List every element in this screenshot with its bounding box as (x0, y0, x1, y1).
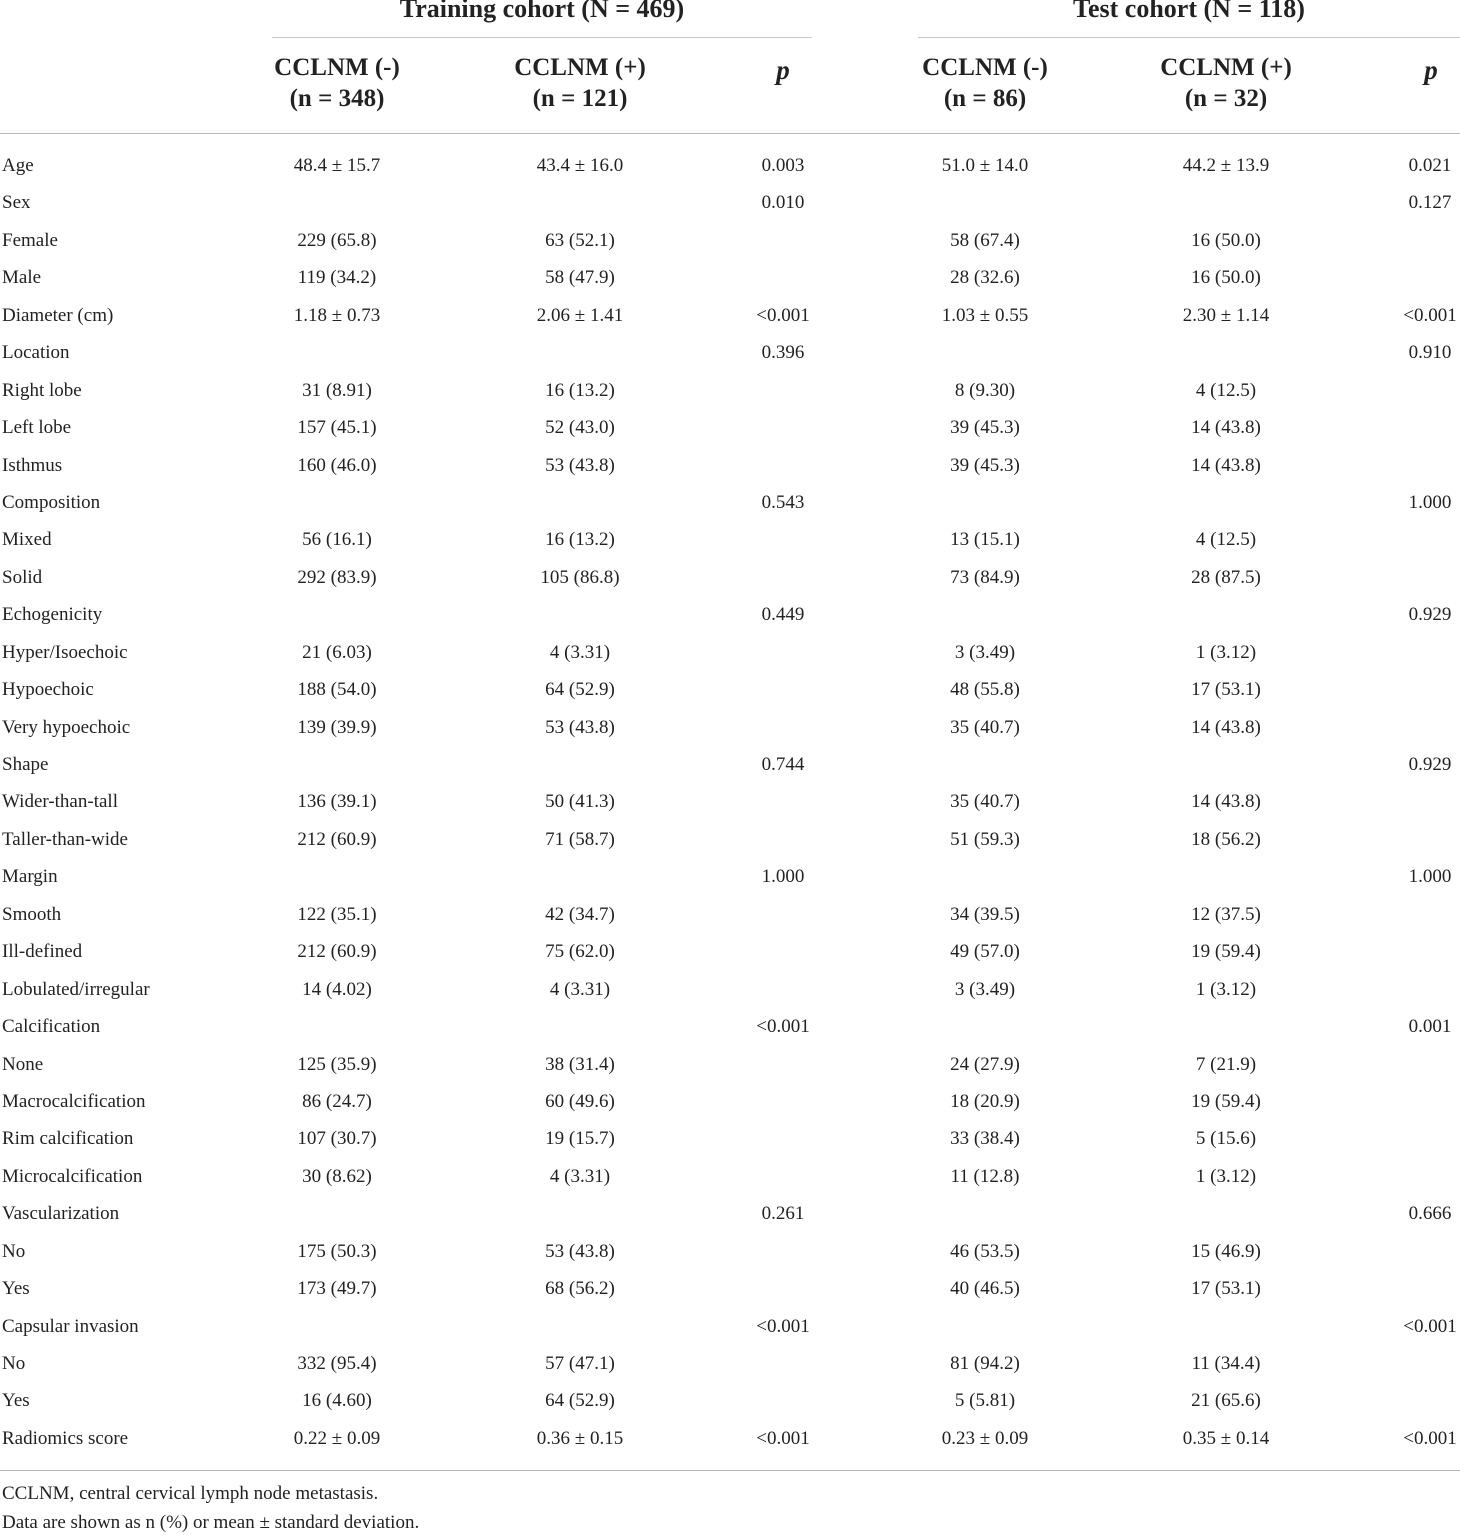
row-label: Hypoechoic (2, 679, 94, 701)
table-row (0, 484, 1460, 521)
row-label: Mixed (2, 529, 52, 551)
training-negative-cell: 21 (6.03) (302, 641, 372, 663)
test-positive-cell: 16 (50.0) (1191, 267, 1261, 289)
table-row (0, 1270, 1460, 1307)
test-negative-cell: 33 (38.4) (950, 1128, 1020, 1150)
test-positive-cell: 28 (87.5) (1191, 566, 1261, 588)
test-negative-cell: 3 (3.49) (954, 641, 1016, 663)
row-label: Vascularization (2, 1203, 120, 1225)
row-label: Echogenicity (2, 604, 103, 626)
row-label: Wider-than-tall (2, 791, 118, 813)
test-cohort-header: Test cohort (N = 118) (1073, 0, 1305, 23)
test-positive-cell: 12 (37.5) (1191, 903, 1261, 925)
training-positive-cell: 16 (13.2) (545, 379, 615, 401)
row-label: Macrocalcification (2, 1090, 146, 1112)
training-cohort-rule (272, 37, 812, 38)
test-negative-cell: 0.23 ± 0.09 (941, 1427, 1029, 1449)
row-label: Capsular invasion (2, 1315, 139, 1337)
row-label: Isthmus (2, 454, 63, 476)
training-positive-cell: 4 (3.31) (549, 978, 611, 1000)
test-p-value: 0.127 (1408, 192, 1452, 214)
training-p-value: 0.543 (761, 491, 805, 513)
test-negative-cell: 39 (45.3) (950, 417, 1020, 439)
test-positive-cell: 11 (34.4) (1191, 1353, 1261, 1374)
table-row (0, 1046, 1460, 1083)
test-positive-cell: 19 (59.4) (1191, 1090, 1261, 1112)
table-body (0, 147, 1460, 1457)
row-label: None (2, 1053, 44, 1075)
table-row (0, 634, 1460, 671)
table-row (0, 521, 1460, 558)
test-positive-cell: 15 (46.9) (1191, 1240, 1261, 1262)
table-row (0, 1382, 1460, 1419)
test-positive-cell: 0.35 ± 0.14 (1182, 1427, 1270, 1449)
col-header-training-negative (237, 52, 437, 114)
test-negative-cell: 51.0 ± 14.0 (941, 155, 1029, 176)
training-negative-cell: 157 (45.1) (297, 417, 377, 439)
test-cohort-rule (918, 37, 1460, 38)
col-header-label: CCLNM (-) (274, 54, 400, 81)
test-negative-cell: 34 (39.5) (950, 903, 1020, 925)
training-negative-cell: 125 (35.9) (297, 1053, 377, 1075)
test-negative-cell: 11 (12.8) (950, 1165, 1020, 1187)
test-negative-cell: 58 (67.4) (950, 229, 1020, 251)
test-positive-cell: 18 (56.2) (1191, 828, 1261, 850)
table-row (0, 1120, 1460, 1157)
test-p-value: 0.001 (1408, 1016, 1452, 1038)
test-negative-cell: 8 (9.30) (954, 379, 1016, 401)
test-p-value: <0.001 (1403, 1427, 1457, 1449)
row-label: Shape (2, 754, 49, 775)
row-label: Sex (2, 192, 31, 214)
test-positive-cell: 7 (21.9) (1195, 1053, 1257, 1075)
table-row (0, 971, 1460, 1008)
training-negative-cell: 139 (39.9) (297, 716, 377, 738)
table-row (0, 858, 1460, 895)
row-label: Female (2, 229, 58, 251)
test-p-value: <0.001 (1403, 1315, 1457, 1337)
training-positive-cell: 43.4 ± 16.0 (536, 155, 624, 176)
table-row (0, 1083, 1460, 1120)
table-row (0, 1420, 1460, 1457)
training-positive-cell: 68 (56.2) (545, 1278, 615, 1300)
footnote-data-format: Data are shown as n (%) or mean ± standard deviation. (2, 1512, 420, 1533)
training-positive-cell: 2.06 ± 1.41 (536, 304, 624, 326)
table-row (0, 184, 1460, 221)
test-positive-cell: 17 (53.1) (1191, 679, 1261, 701)
training-p-value: <0.001 (756, 1315, 810, 1337)
training-positive-cell: 53 (43.8) (545, 716, 615, 738)
training-negative-cell: 86 (24.7) (302, 1090, 372, 1112)
training-negative-cell: 31 (8.91) (302, 379, 372, 401)
test-positive-cell: 14 (43.8) (1191, 791, 1261, 813)
row-label: Diameter (cm) (2, 304, 114, 326)
row-label: No (2, 1353, 26, 1374)
training-positive-cell: 42 (34.7) (545, 903, 615, 925)
table-row (0, 334, 1460, 371)
training-positive-cell: 19 (15.7) (545, 1128, 615, 1150)
table-row (0, 297, 1460, 334)
test-negative-cell: 1.03 ± 0.55 (941, 304, 1029, 326)
test-p-value: 0.929 (1408, 604, 1452, 626)
table-row (0, 409, 1460, 446)
col-header-label: CCLNM (+) (514, 54, 646, 81)
row-label: Yes (2, 1278, 30, 1300)
table-bottom-rule (0, 1470, 1460, 1471)
training-positive-cell: 60 (49.6) (545, 1090, 615, 1112)
training-negative-cell: 0.22 ± 0.09 (293, 1427, 381, 1449)
table-row (0, 671, 1460, 708)
row-label: Ill-defined (2, 941, 83, 963)
test-positive-cell: 5 (15.6) (1195, 1128, 1257, 1150)
test-positive-cell: 44.2 ± 13.9 (1182, 155, 1270, 176)
training-positive-cell: 0.36 ± 0.15 (536, 1427, 624, 1449)
training-negative-cell: 136 (39.1) (297, 791, 377, 813)
test-positive-cell: 17 (53.1) (1191, 1278, 1261, 1300)
row-label: Hyper/Isoechoic (2, 641, 128, 663)
test-negative-cell: 3 (3.49) (954, 978, 1016, 1000)
training-positive-cell: 105 (86.8) (540, 566, 620, 588)
training-positive-cell: 64 (52.9) (545, 679, 615, 701)
training-p-value: 0.003 (761, 155, 805, 176)
row-label: Rim calcification (2, 1128, 134, 1150)
training-p-value: 1.000 (761, 866, 805, 888)
row-label: Age (2, 155, 34, 176)
row-label: Margin (2, 866, 58, 888)
table-row (0, 821, 1460, 858)
training-p-value: 0.449 (761, 604, 805, 626)
row-label: Yes (2, 1390, 30, 1412)
test-negative-cell: 49 (57.0) (950, 941, 1020, 963)
col-header-test-negative (885, 52, 1085, 114)
table-row (0, 259, 1460, 296)
test-negative-cell: 13 (15.1) (950, 529, 1020, 551)
table-row (0, 933, 1460, 970)
test-positive-cell: 1 (3.12) (1195, 1165, 1257, 1187)
test-p-value: 0.666 (1408, 1203, 1452, 1225)
training-negative-cell: 1.18 ± 0.73 (293, 304, 381, 326)
training-positive-cell: 38 (31.4) (545, 1053, 615, 1075)
training-negative-cell: 122 (35.1) (297, 903, 377, 925)
test-negative-cell: 81 (94.2) (950, 1353, 1020, 1374)
test-negative-cell: 40 (46.5) (950, 1278, 1020, 1300)
test-positive-cell: 14 (43.8) (1191, 454, 1261, 476)
test-p-value: <0.001 (1403, 304, 1457, 326)
training-p-value: <0.001 (756, 1016, 810, 1038)
training-negative-cell: 229 (65.8) (297, 229, 377, 251)
footnote-abbreviation: CCLNM, central cervical lymph node metastasis. (2, 1483, 379, 1504)
col-header-count: (n = 348) (289, 85, 385, 112)
row-label: Lobulated/irregular (2, 978, 150, 1000)
training-negative-cell: 119 (34.2) (297, 267, 377, 289)
test-positive-cell: 1 (3.12) (1195, 978, 1257, 1000)
test-positive-cell: 14 (43.8) (1191, 716, 1261, 738)
table-row (0, 559, 1460, 596)
col-header-training-p: p (776, 55, 790, 85)
training-positive-cell: 4 (3.31) (549, 1165, 611, 1187)
test-p-value: 1.000 (1408, 491, 1452, 513)
header-bottom-rule (0, 133, 1460, 134)
table-row (0, 1345, 1460, 1382)
row-label: Very hypoechoic (2, 716, 131, 738)
training-positive-cell: 52 (43.0) (545, 417, 615, 439)
training-positive-cell: 16 (13.2) (545, 529, 615, 551)
training-p-value: 0.396 (761, 342, 805, 364)
footnotes (2, 1479, 419, 1537)
test-p-value: 0.910 (1408, 342, 1452, 364)
table-row (0, 596, 1460, 633)
test-negative-cell: 35 (40.7) (950, 716, 1020, 738)
test-positive-cell: 4 (12.5) (1195, 529, 1257, 551)
training-negative-cell: 173 (49.7) (297, 1278, 377, 1300)
row-label: Right lobe (2, 379, 82, 401)
row-label: Microcalcification (2, 1165, 143, 1187)
training-negative-cell: 292 (83.9) (297, 566, 377, 588)
training-positive-cell: 53 (43.8) (545, 454, 615, 476)
training-cohort-header: Training cohort (N = 469) (399, 0, 685, 23)
test-p-value: 1.000 (1408, 866, 1452, 888)
row-label: Location (2, 342, 70, 364)
training-negative-cell: 16 (4.60) (302, 1390, 372, 1412)
col-header-training-positive (480, 52, 680, 114)
row-label: Left lobe (2, 417, 72, 439)
col-header-count: (n = 121) (532, 85, 628, 112)
test-p-value: 0.021 (1408, 155, 1452, 176)
training-positive-cell: 71 (58.7) (545, 828, 615, 850)
row-label: No (2, 1240, 26, 1262)
col-header-label: CCLNM (-) (922, 54, 1048, 81)
test-negative-cell: 73 (84.9) (950, 566, 1020, 588)
training-negative-cell: 160 (46.0) (297, 454, 377, 476)
training-positive-cell: 53 (43.8) (545, 1240, 615, 1262)
training-negative-cell: 14 (4.02) (302, 978, 372, 1000)
col-header-test-p: p (1424, 55, 1438, 85)
table-row (0, 896, 1460, 933)
test-negative-cell: 48 (55.8) (950, 679, 1020, 701)
test-positive-cell: 1 (3.12) (1195, 641, 1257, 663)
test-negative-cell: 5 (5.81) (954, 1390, 1016, 1412)
table-row (0, 1308, 1460, 1345)
training-negative-cell: 188 (54.0) (297, 679, 377, 701)
training-p-value: 0.010 (761, 192, 805, 214)
table-row (0, 147, 1460, 184)
test-positive-cell: 14 (43.8) (1191, 417, 1261, 439)
training-positive-cell: 58 (47.9) (545, 267, 615, 289)
table-row (0, 1233, 1460, 1270)
training-negative-cell: 332 (95.4) (297, 1353, 377, 1374)
col-header-test-positive (1126, 52, 1326, 114)
test-negative-cell: 35 (40.7) (950, 791, 1020, 813)
table-row (0, 709, 1460, 746)
row-label: Composition (2, 491, 101, 513)
training-negative-cell: 30 (8.62) (302, 1165, 372, 1187)
training-negative-cell: 175 (50.3) (297, 1240, 377, 1262)
training-positive-cell: 50 (41.3) (545, 791, 615, 813)
training-p-value: 0.744 (761, 754, 805, 775)
test-negative-cell: 39 (45.3) (950, 454, 1020, 476)
training-negative-cell: 107 (30.7) (297, 1128, 377, 1150)
training-negative-cell: 56 (16.1) (302, 529, 372, 551)
training-negative-cell: 212 (60.9) (297, 828, 377, 850)
col-header-count: (n = 32) (1184, 85, 1268, 112)
table-row (0, 372, 1460, 409)
test-p-value: 0.929 (1408, 754, 1452, 775)
table-row (0, 1195, 1460, 1232)
training-p-value: <0.001 (756, 304, 810, 326)
row-label: Taller-than-wide (2, 828, 128, 850)
test-negative-cell: 51 (59.3) (950, 828, 1020, 850)
test-positive-cell: 16 (50.0) (1191, 229, 1261, 251)
col-header-label: CCLNM (+) (1160, 54, 1292, 81)
test-negative-cell: 24 (27.9) (950, 1053, 1020, 1075)
training-negative-cell: 48.4 ± 15.7 (293, 155, 381, 176)
test-positive-cell: 2.30 ± 1.14 (1182, 304, 1270, 326)
table-row (0, 746, 1460, 783)
training-positive-cell: 63 (52.1) (545, 229, 615, 251)
row-label: Calcification (2, 1016, 101, 1038)
table-row (0, 447, 1460, 484)
training-positive-cell: 4 (3.31) (549, 641, 611, 663)
col-header-count: (n = 86) (943, 85, 1027, 112)
test-positive-cell: 4 (12.5) (1195, 379, 1257, 401)
table-row (0, 783, 1460, 820)
training-positive-cell: 75 (62.0) (545, 941, 615, 963)
training-negative-cell: 212 (60.9) (297, 941, 377, 963)
test-negative-cell: 46 (53.5) (950, 1240, 1020, 1262)
training-positive-cell: 64 (52.9) (545, 1390, 615, 1412)
row-label: Radiomics score (2, 1427, 129, 1449)
row-label: Male (2, 267, 42, 289)
training-p-value: <0.001 (756, 1427, 810, 1449)
table-row (0, 1158, 1460, 1195)
training-positive-cell: 57 (47.1) (545, 1353, 615, 1374)
table-row (0, 222, 1460, 259)
test-positive-cell: 21 (65.6) (1191, 1390, 1261, 1412)
test-negative-cell: 18 (20.9) (950, 1090, 1020, 1112)
row-label: Solid (2, 566, 43, 588)
test-positive-cell: 19 (59.4) (1191, 941, 1261, 963)
training-p-value: 0.261 (761, 1203, 805, 1225)
test-negative-cell: 28 (32.6) (950, 267, 1020, 289)
row-label: Smooth (2, 903, 62, 925)
table-row (0, 1008, 1460, 1045)
